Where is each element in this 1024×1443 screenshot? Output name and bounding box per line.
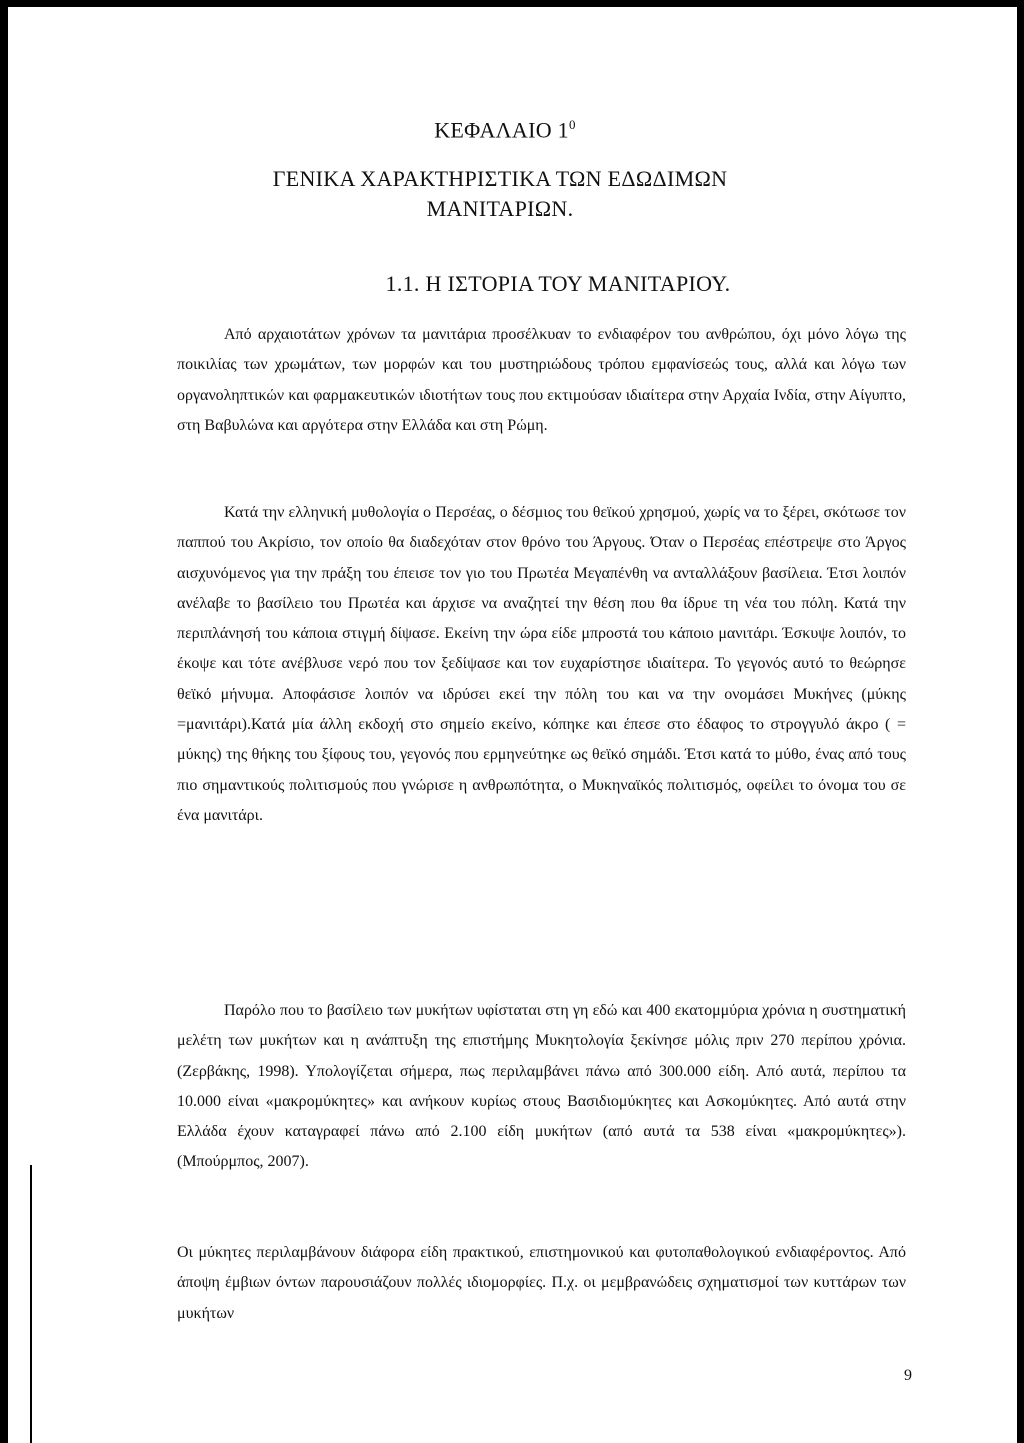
chapter-number-superscript: 0 — [568, 117, 576, 132]
page-number: 9 — [904, 1367, 912, 1384]
chapter-title-line-2: ΜΑΝΙΤΑΡΙΩΝ. — [426, 196, 574, 221]
scan-border-top — [0, 0, 1024, 7]
paragraph-fungi-features: Οι μύκητες περιλαμβάνουν διάφορα είδη πρακτικού, επιστημονικού και φυτοπαθολογικού ενδιαφέροντος. Από άποψη έμβιων όντων παρουσιάζουν πολλές ιδιομορφίες. Π.χ. οι μεμβρανώδεις σχηματισμοί των κυττάρων των μυκήτων — [177, 1244, 906, 1322]
chapter-number: ΚΕΦΑΛΑΙΟ 1 — [434, 117, 569, 143]
margin-line — [30, 1165, 32, 1443]
chapter-title-line-1: ΓΕΝΙΚΑ ΧΑΡΑΚΤΗΡΙΣΤΙΚΑ ΤΩΝ ΕΔΩΔΙΜΩΝ — [272, 166, 728, 191]
paragraph-mythology: Κατά την ελληνική μυθολογία ο Περσέας, ο δέσμιος του θεϊκού χρησμού, χωρίς να το ξέρει, σκότωσε τον παππού του Ακρίσιο, τον οποίο θα διαδεχόταν στον θρόνο του Άργους. Όταν ο Περσέας επέστρεψε στο Άργος αισχυνόμενος για την πράξη του έπεισε τον γιο του Πρωτέα Μεγαπένθη να ανταλλάξουν βασίλεια. Έτσι λοιπόν ανέλαβε το βασίλειο του Πρωτέα και άρχισε να αναζητεί την θέση που θα ίδρυε τη νέα του πόλη. Κατά την περιπλάνησή του κάποια στιγμή δίψασε. Εκείνη την ώρα είδε μπροστά του κάποιο μανιτάρι. Έσκυψε λοιπόν, το έκοψε και τότε ανέβλυσε νερό που τον ξεδίψασε και τον ευχαρίστησε ιδιαίτερα. Το γεγονός αυτό το θεώρησε θεϊκό μήνυμα. Αποφάσισε λοιπόν να ιδρύσει εκεί την πόλη του και να την ονομάσει Μυκήνες (μύκης =μανιτάρι).Κατά μία άλλη εκδοχή στο σημείο εκείνο, κόπηκε και έπεσε στο έδαφος το στρογγυλό άκρο ( = μύκης) της θήκης του ξίφους του, γεγονός που ερμηνεύτηκε ως θεϊκό σημάδι. Έτσι κατά το μύθο, ένας από τους πιο σημαντικούς πολιτισμούς που γνώρισε η ανθρωπότητα, ο Μυκηναϊκός πολιτισμός, οφείλει το όνομα του σε ένα μανιτάρι. — [177, 504, 906, 824]
section-title: 1.1. Η ΙΣΤΟΡΙΑ ΤΟΥ ΜΑΝΙΤΑΡΙΟΥ. — [385, 271, 731, 296]
chapter-title — [20, 164, 980, 224]
paragraph-mycology: Παρόλο που το βασίλειο των μυκήτων υφίσταται στη γη εδώ και 400 εκατομμύρια χρόνια η συστηματική μελέτη των μυκήτων και η ανάπτυξη της επιστήμης Μυκητολογία ξεκίνησε μόλις πριν 270 περίπου χρόνια. (Ζερβάκης, 1998). Υπολογίζεται σήμερα, πως περιλαμβάνει πάνω από 300.000 είδη. Από αυτά, περίπου τα 10.000 είναι «μακρομύκητες» και ανήκουν κυρίως στους Βασιδιομύκητες και Ασκομύκητες. Από αυτά στην Ελλάδα έχουν καταγραφεί πάνω από 2.100 είδη μυκήτων (από αυτά τα 538 είναι «μακρομύκητες»). (Μπούρμπος, 2007). — [177, 1002, 906, 1171]
scan-border-left — [0, 0, 8, 1443]
chapter-heading — [40, 111, 970, 144]
paragraph-history-intro: Από αρχαιοτάτων χρόνων τα μανιτάρια προσέλκυαν το ενδιαφέρον του ανθρώπου, όχι μόνο λόγω της ποικιλίας των χρωμάτων, των μορφών και του μυστηριώδους τρόπου εμφανίσεώς τους, αλλά και λόγω των οργανοληπτικών και φαρμακευτικών ιδιοτήτων τους που εκτιμούσαν ιδιαίτερα στην Αρχαία Ινδία, στην Αίγυπτο, στη Βαβυλώνα και αργότερα στην Ελλάδα και στη Ρώμη. — [177, 326, 906, 434]
scan-border-right — [1017, 0, 1024, 1443]
